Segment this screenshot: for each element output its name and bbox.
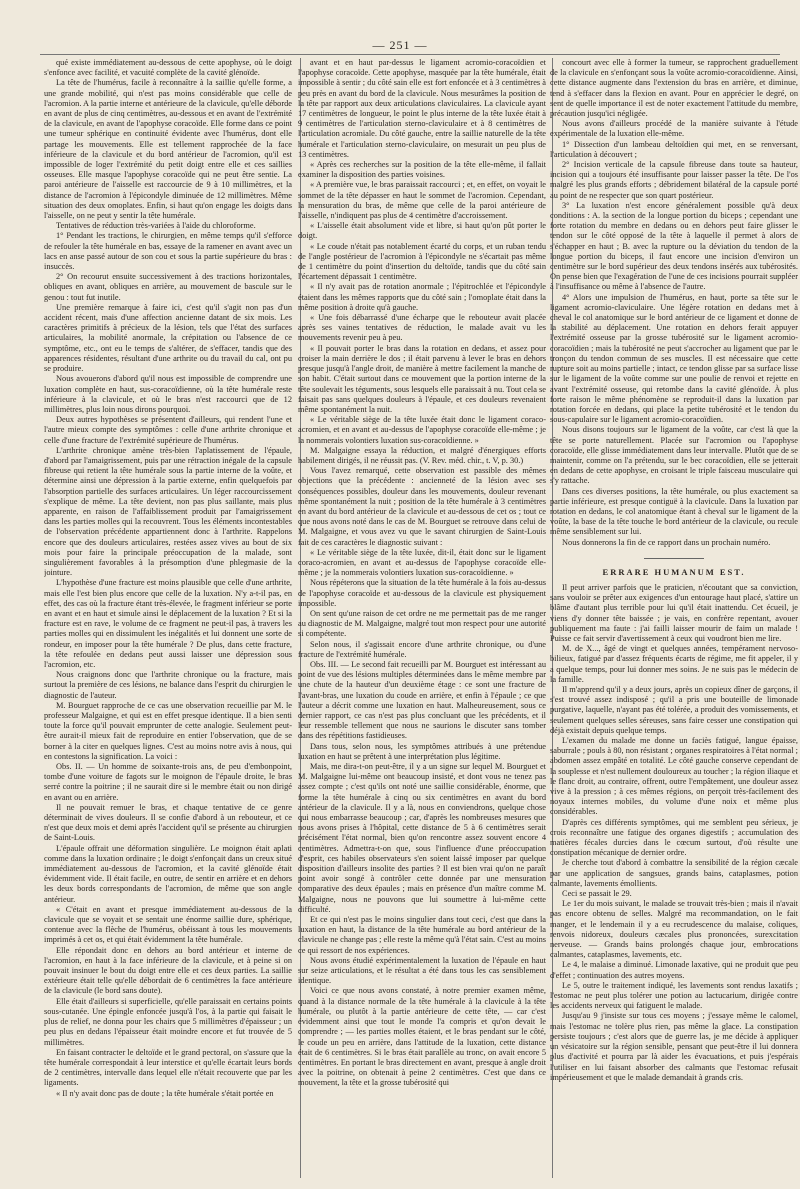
paragraph: « Le coude n'était pas notablement écarté du corps, et un ruban tendu de l'angle postérieur de l'acromion à l'épicondyle ne s'écartait pas même de 1 centimètre du point d'insertion du deltoïde, tandis que du côté sain l'écartement dépassait 1 centimètre. — [298, 241, 546, 282]
text-column-right — [550, 58, 798, 1178]
paragraph: Nous donnerons la fin de ce rapport dans un prochain numéro. — [562, 537, 771, 547]
paragraph: 1° Dissection d'un lambeau deltoïdien qui met, en se renversant, l'articulation à découvert ; — [550, 139, 798, 159]
paragraph: « Le véritable siège de la tête luxée, dit-il, était donc sur le ligament coraco-acromien, en avant et au-dessus de l'apophyse coracoïde elle-même ; je la nommerais volontiers luxation sus-coracoïdienne. » — [298, 547, 546, 578]
paragraph: qué existe immédiatement au-dessous de cette apophyse, où le doigt s'enfonce avec facilité, et vacuité complète de la cavité glénoïde. — [44, 58, 292, 78]
paragraph: M. Bourguet rapproche de ce cas une observation recueillie par M. le professeur Malgaigne, et qui est en effet presque identique. Il a bien senti toute la force qu'il pouvait emprunter de cette analogie. Seulement peut-être aurait-il mieux fait de reproduire en entier l'observation, que de se borner à la citer en quelques lignes. C'est au moins notre avis à nous, qui en contestons la signification. La voici : — [44, 700, 292, 761]
paragraph: Dans tous, selon nous, les symptômes attribués à une prétendue luxation en haut se prêtent à une interprétation plus légitime. — [298, 741, 546, 761]
paragraph: « L'aisselle était absolument vide et libre, si haut qu'on pût porter le doigt. — [298, 221, 546, 241]
paragraph: Obs. II. — Un homme de soixante-trois ans, de peu d'embonpoint, tombe d'une voiture de fagots sur le moignon de l'épaule droite, le bras serré contre la poitrine ; il ne saurait dire si le membre était ou non dirigé en avant ou en arrière. — [44, 762, 292, 802]
paragraph: Elle répondait donc en dehors au bord antérieur et interne de l'acromion, en haut à la face inférieure de la clavicule, et à peine si on pouvait insinuer le bout du doigt entre elle et ces deux parties. La saillie extérieure était telle qu'elle débordait de 6 centimètres la face antérieure de la clavicule (le bord sans doute). — [44, 945, 292, 996]
paragraph: Elle était d'ailleurs si superficielle, qu'elle paraissait en certains points sous-cutanée. Une épingle enfoncée jusqu'à l'os, à la partie qui faisait le plus de relief, ne donna pour les chairs que 5 millimètres d'épaisseur ; un peu plus en dedans l'épaisseur était moindre encore et fut trouvée de 5 millimètres. — [44, 996, 292, 1047]
paragraph: On sent qu'une raison de cet ordre ne me permettait pas de me ranger au diagnostic de M. Malgaigne, malgré tout mon respect pour une autorité si compétente. — [298, 608, 546, 639]
paragraph: « Le véritable siège de la tête luxée était donc le ligament coraco-acromien, et en avant et au-dessus de l'apophyse coracoïde elle-même ; je la nommerais volontiers luxation sus-coracoïdienne. » — [298, 415, 546, 445]
section-separator — [644, 558, 704, 559]
paragraph: Nous répéterons que la situation de la tête humérale à la fois au-dessus de l'apophyse coracoïde et au-dessous de la clavicule est physiquement impossible. — [298, 578, 546, 608]
text-column-middle — [298, 58, 546, 1178]
paragraph: Nous avons d'ailleurs procédé de la manière suivante à l'étude expérimentale de la luxation elle-même. — [550, 119, 798, 139]
paragraph: Deux autres hypothèses se présentent d'ailleurs, qui rendent l'une et l'autre mieux compte des symptômes : celle d'une arthrite chronique et celle d'une fracture de l'extrémité supérieure de l'humérus. — [44, 415, 292, 445]
paragraph: L'examen du malade me donne un faciès fatigué, langue épaisse, saburrale ; pouls à 80, non résistant ; organes respiratoires à l'état normal ; abdomen assez empâté en totalité. Le côté gauche conserve cependant de la souplesse et n'est nullement douloureux au toucher ; la région iliaque et le flanc droit, au contraire, offrent, outre l'empâtement, une douleur assez vive à la pression ; à ces mêmes régions, on perçoit très-facilement des noyaux internes mobiles, du volume d'une noix et même plus considérables. — [550, 736, 798, 817]
paragraph: concourt avec elle à former la tumeur, se rapprochent graduellement de la clavicule en s'enfonçant sous la voûte acromio-coracoïdienne. Ainsi, cette distance augmente dans l'extension du bras en arrière, et diminue, tend à s'effacer dans la flexion en avant. Pour en apprécier le degré, on sent de quelle importance il est de noter exactement l'attitude du membre, précaution jusqu'ici négligée. — [550, 58, 798, 119]
paragraph: Il m'apprend qu'il y a deux jours, après un copieux dîner de garçons, il s'est trouvé assez indisposé ; qu'il a pris une bouteille de limonade purgative, laquelle, n'ayant pas été tolérée, a produit des vomissements, et seulement quelques selles séreuses, sans faire cesser une constipation qui déjà existait depuis quelque temps. — [550, 684, 798, 735]
paragraph: Nous avouerons d'abord qu'il nous est impossible de comprendre une luxation complète en haut, sus-coracoïdienne, où la tête humérale reste inférieure à la clavicule, et où le bras n'est raccourci que de 12 millimètres, plus loin nous dirons pourquoi. — [44, 374, 292, 414]
section-title: ERRARE HUMANUM EST. — [602, 566, 746, 577]
paragraph: « Il n'y avait donc pas de doute ; la tête humérale s'était portée en — [56, 1088, 274, 1098]
paragraph: M. Malgaigne essaya la réduction, et malgré d'énergiques efforts habilement dirigés, il ne réussit pas. (V. Rev. méd. chir., t. V, p. 30.) — [298, 445, 546, 465]
paragraph: Je cherche tout d'abord à combattre la sensibilité de la région cæcale par une application de sangsues, grands bains, cataplasmes, potion calmante, lavements émollients. — [550, 858, 798, 888]
paragraph: Obs. III. — Le second fait recueilli par M. Bourguet est intéressant au point de vue des lésions multiples déterminées dans le même membre par une chute de la hauteur d'un deuxième étage : ce sont une fracture de l'avant-bras, une luxation du coude en arrière, et enfin à l'épaule ; ce que l'auteur a décrit comme une luxation en haut. Malheureusement, sous ce dernier rapport, ce cas n'est pas plus concluant que les précédents, et il leur ressemble tellement que nous ne saurions le discuter sans tomber dans des répétitions fastidieuses. — [298, 659, 546, 741]
paragraph: 2° Incision verticale de la capsule fibreuse dans toute sa hauteur, incision qui a toujours été insuffisante pour laisser passer la tête. De l'os malgré les plus grands efforts ; débridement bilatéral de la capsule porté au point de ne respecter que son quart postérieur. — [550, 160, 798, 200]
paragraph: D'après ces différents symptômes, qui me semblent peu sérieux, je crois reconnaître une fatigue des organes digestifs ; accumulation des matières fécales durcies dans le cœcum surtout, d'où résulte une constipation mécanique de dernier ordre. — [550, 817, 798, 858]
paragraph: « A première vue, le bras paraissait raccourci ; et, en effet, on voyait le sommet de la tête dépasser en haut le sommet de l'acromion. Cependant, la mensuration du bras, de même que celle de la paroi antérieure de l'aisselle, n'indiquent pas plus de 4 centimètre d'accroissement. — [298, 180, 546, 221]
paragraph: Et ce qui n'est pas le moins singulier dans tout ceci, c'est que dans la luxation en haut, la distance de la tête humérale au bord antérieur de la clavicule ne change pas ; elle reste la même qu'à l'état sain. C'est au moins ce qui ressort de nos expériences. — [298, 915, 546, 955]
paragraph: La tête de l'humérus, facile à reconnaître à la saillie qu'elle forme, a une grande mobilité, qui n'est pas moins considérable que celle de l'acromion. A la partie interne et antérieure de la clavicule, qu'elle déborde en avant de plus de cinq centimètres, au-dessous et en avant de l'extrémité de la clavicule, en avant de l'apophyse coracoïde. Elle forme dans ce point une tumeur sphérique en continuité évidente avec l'humérus, dont elle partage les mouvements. Elle est tellement rapprochée de la face inférieure de la clavicule et du bord antérieur de l'acromion, qu'il est impossible de loger l'extrémité du petit doigt entre elle et ces saillies osseuses. Elle masque l'apophyse coracoïde qui ne peut être sentie. La paroi antérieure de l'aisselle est raccourcie de 9 à 10 millimètres, et la distance de l'acromion à l'épicondyle diminuée de 12 millimètres. Même situation des deux omoplates. Enfin, si haut qu'on engage les doigts dans l'aisselle, on ne peut y sentir la tête humérale. — [44, 78, 292, 221]
paragraph: Le 5, outre le traitement indiqué, les lavements sont rendus laxatifs ; l'estomac ne peut plus tolérer une potion au lactucarium, dirigée contre les accidents nerveux qui fatiguent le malade. — [550, 980, 798, 1011]
paragraph: Ceci se passait le 29. — [562, 889, 632, 899]
paragraph: Dans ces diverses positions, la tête humérale, ou plus exactement sa partie inférieure, est presque contiguë à la clavicule. Dans la luxation par rotation en dedans, le col anatomique étant à cheval sur le ligament de la voûte, la base de la tête touche le bord antérieur de la clavicule, ou recule même sensiblement sur lui. — [550, 486, 798, 537]
paragraph: Il ne pouvait remuer le bras, et chaque tentative de ce genre déterminait de vives douleurs. Il se confie d'abord à un rebouteur, et ce n'est que deux mois et demi après l'accident qu'il se présente au chirurgien de Saint-Louis. — [44, 802, 292, 843]
page-number: — 251 — — [372, 38, 428, 52]
paragraph: avant et en haut par-dessus le ligament acromio-coracoïdien et l'apophyse coracoïde. Cette apophyse, masquée par la tête humérale, était impossible à sentir ; du côté sain elle est fort enfoncée et à 3 centimètres à peu près en avant du bord de la clavicule. Nous mesurâmes la position de la tête par rapport aux deux articulations claviculaires. La clavicule ayant 17 centimètres de longueur, le point le plus interne de la tête luxée était à 9 centimètres de l'articulation sterno-claviculaire et à 8 centimètres de l'articulation acromiale. Du côté gauche, entre la saillie naturelle de la tête humérale et l'articulation sterno-claviculaire, on mesurait un peu plus de 13 centimètres. — [298, 58, 546, 159]
paragraph: M. de X..., âgé de vingt et quelques années, tempérament nervoso-bilieux, fatigué par d'assez fréquents écarts de régime, me fit appeler, il y a quelque temps, pour lui donner mes soins. Je ne suis pas le médecin de la famille. — [550, 644, 798, 684]
paragraph: Nous avons étudié expérimentalement la luxation de l'épaule en haut sur seize articulations, et le résultat a été dans tous les cas sensiblement identique. — [298, 955, 546, 986]
paragraph: « C'était en avant et presque immédiatement au-dessous de la clavicule que se voyait et se sentait une énorme saillie dure, sphérique, contenue avec la flèche de l'humérus, obéissant à tous les mouvements imprimés à cet os, et qui était évidemment la tête humérale. — [44, 904, 292, 945]
header-rule — [40, 54, 780, 55]
paragraph: Il peut arriver parfois que le praticien, n'écoutant que sa conviction, sans vouloir se prêter aux exigences d'un entourage haut placé, s'attire un blâme d'autant plus terrible pour lui qu'il était inattendu. Cet écueil, je viens d'y donner tête baissée ; je vais, en confrère repentant, avouer publiquement ma faute : j'ai failli laisser mourir de faim un malade ! Puisse ce fait servir d'avertissement à ceux qui voudront bien me lire. — [550, 582, 798, 643]
paragraph: « Il n'y avait pas de rotation anormale ; l'épitrochlée et l'épicondyle étaient dans les mêmes rapports que du côté sain ; l'omoplate était dans la même position à droite qu'à gauche. — [298, 282, 546, 312]
paragraph: L'hypothèse d'une fracture est moins plausible que celle d'une arthrite, mais elle l'est bien plus encore que celle de la luxation. N'y a-t-il pas, en effet, des cas où la fracture étant très-élevée, le fragment inférieur se porte en avant et en haut et simule ainsi le déplacement de la luxation ? Et si la fracture est en rave, le volume de ce fragment ne peut-il pas, à travers les parties molles qui en dissimulent les inégalités et lui donnent une sorte de rondeur, en imposer pour la tête humérale ? De plus, dans cette fracture, la tête refoulée en dedans peut aussi laisser une dépression sous l'acromion, etc. — [44, 578, 292, 669]
paragraph: L'épaule offrait une déformation singulière. Le moignon était aplati comme dans la luxation ordinaire ; le doigt s'enfonçait dans un creux situé immédiatement au-dessous de l'acromion, et la cavité glénoïde était évidemment vide. Il était facile, en outre, de sentir en arrière et en dehors les deux bords correspondants de l'acromion, de même que son angle antérieur. — [44, 843, 292, 904]
paragraph: Le 4, le malaise a diminué. Limonade laxative, qui ne produit que peu d'effet ; continuation des autres moyens. — [550, 960, 798, 980]
paragraph: Nous craignons donc que l'arthrite chronique ou la fracture, mais surtout la première de ces lésions, ne balance dans l'esprit du chirurgien le diagnostic de l'auteur. — [44, 670, 292, 700]
paragraph: En faisant contracter le deltoïde et le grand pectoral, on s'assure que la tête humérale correspondait à leur interstice et qu'elle écartait leurs bords de 2 centimètres, intervalle dans lequel elle n'était recouverte que par les ligaments. — [44, 1047, 292, 1088]
paragraph: Tentatives de réduction très-variées à l'aide du chloroforme. — [56, 221, 256, 231]
paragraph: Nous disons toujours sur le ligament de la voûte, car c'est là que la tête se porte naturellement. Placée sur l'acromion ou l'apophyse coracoïde, elle glisse immédiatement dans leur intervalle. Plutôt que de se maintenir, comme on l'a prétendu, sur le bec coracoïdien, elle se jetterait en dedans de cette apophyse, en croisant le triple faisceau musculaire qui s'y rattache. — [550, 425, 798, 486]
paragraph: Voici ce que nous avons constaté, à notre premier examen même, quand à la distance normale de la tête humérale à la clavicule à la tête humérale, ou plutôt à la partie antérieure de cette tête, — car c'est évidemment ainsi que tout le monde l'a compris et qu'on devait le comprendre ; — les parties molles étaient, et le bras pendant sur le côté, le coude un peu en arrière, dans l'attitude de la luxation, cette distance était de 6 centimètres. Si le bras était parallèle au tronc, on avait encore 5 centimètres. En portant le bras directement en avant, presque à angle droit avec la poitrine, on obtenait à peine 2 centimètres. C'est que dans ce mouvement, la tête et la grosse tubérosité qui — [298, 986, 546, 1088]
paragraph: « Après ces recherches sur la position de la tête elle-même, il fallait examiner la disposition des parties voisines. — [298, 160, 546, 180]
paragraph: « Une fois débarrassé d'une écharpe que le rebouteur avait placée après ses vaines tentatives de réduction, le malade avait vu les mouvements revenir peu à peu. — [298, 313, 546, 343]
text-column-left — [44, 58, 292, 1178]
paragraph: Une première remarque à faire ici, c'est qu'il s'agit non pas d'un accident récent, mais d'une affection ancienne datant de six mois. Les caractères primitifs à précieux de la lésion, tels que l'état des surfaces articulaires, la mobilité anormale, la crépitation ou l'absence de ce symptôme, etc., ont eu le temps de s'altérer, de s'effacer, tandis que des apparences résidentes, résultant d'une arthrite ou du travail du cal, ont pu se produire. — [44, 302, 292, 374]
paragraph: Selon nous, il s'agissait encore d'une arthrite chronique, ou d'une fracture de l'extrémité humérale. — [298, 639, 546, 659]
paragraph: 1° Pendant les tractions, le chirurgien, en même temps qu'il s'efforce de refouler la tête humérale en bas, essaye de la ramener en avant avec un lacs en anse passé autour de son cou et sous la partie supérieure du bras : insuccès. — [44, 231, 292, 272]
paragraph: « Il pouvait porter le bras dans la rotation en dedans, et assez pour croiser la main derrière le dos ; il était parvenu à lever le bras en dehors presque jusqu'à l'angle droit, de manière à mettre facilement la manche de son habit. C'était surtout dans ce mouvement que la portion interne de la tête soulevait les téguments, sous lesquels elle paraissait à nu. Tout cela se faisait pas sans quelques douleurs à l'épaule, et ces douleurs revenaient même spontanément la nuit. — [298, 343, 546, 414]
paragraph: 4° Alors une impulsion de l'humérus, en haut, porte sa tête sur le ligament acromio-claviculaire. Une légère rotation en dedans met à cheval le col anatomique sur le bord antérieur de ce ligament et donne de la stabilité au déplacement. Une rotation en dehors ferait appuyer l'extrémité osseuse par la grosse tubérosité sur le ligament acromio-coracoïdien ; mais la tubérosité ne peut s'accrocher au ligament que par le tronçon du tendon commun de ses muscles. Il est nécessaire que cette rupture soit au moins partielle ; intact, ce tendon glisse par sa surface lisse sur le ligament de la voûte comme sur une poulie de renvoi et rejette en avant l'extrémité osseuse, qui retombe dans la cavité glénoïde. À plus forte raison le même phénomène se reproduit-il dans la luxation par rotation forcée en dedans, qui place la petite tubérosité et le tendon du sous-capulaire sur le ligament acromio-coracoïdien. — [550, 292, 798, 425]
paragraph: L'arthrite chronique amène très-bien l'aplatissement de l'épaule, d'abord par l'amaigrissement, puis par une rétraction inégale de la capsule fibreuse qui retient la tête humérale sous la partie interne de la voûte, et détermine ainsi une dépression à la partie externe, enfin quelquefois par l'absorption partielle des surfaces articulaires. Un léger raccourcissement s'explique de même. La tête devient, non pas plus saillante, mais plus apparente, en raison de l'affaiblissement produit par l'amaigrissement dans les parties molles qui la recouvrent. Tous les éléments incontestables de l'observation précédente appartiennent donc à l'arthrite. Rappelons encore que des douleurs articulaires, restées assez vives au bout de six mois pour faire la principale préoccupation de la malade, sont singulièrement favorables à la présomption d'une phlegmasie de la jointure. — [44, 445, 292, 578]
paragraph: Jusqu'au 9 j'insiste sur tous ces moyens ; j'essaye même le calomel, mais l'estomac ne tolère plus rien, pas même la glace. La constipation persiste toujours ; c'est alors que de guerre las, je me décide à appliquer un vésicatoire sur la région sensible, pensant que peut-être il lui donnera plus d'activité et pourra par là aider les évacuations, et puis j'espérais l'utiliser en lui faisant absorber des calmants que l'estomac refusait impérieusement et que le malade demandait à grands cris. — [550, 1011, 798, 1082]
paragraph: 2° On recourut ensuite successivement à des tractions horizontales, obliques en avant, obliques en arrière, au mouvement de bascule sur le genou : tout fut inutile. — [44, 272, 292, 302]
paragraph: Le 1er du mois suivant, le malade se trouvait très-bien ; mais il n'avait pas encore obtenu de selles. Malgré ma recommandation, on le fait manger, et le lendemain il y a eu recrudescence du malaise, coliques, renvois nidoreux, douleurs cæcales plus prononcées, surexcitation nerveuse. — Grands bains prolongés chaque jour, embrocations calmantes, cataplasmes, lavements, etc. — [550, 899, 798, 960]
paragraph: Vous l'avez remarqué, cette observation est passible des mêmes objections que la précédente : ancienneté de la lésion avec ses conséquences possibles, douleur dans les mouvements, douleur revenant même spontanément la nuit ; position de la tête humérale à 3 centimètres en avant du bord antérieur de la clavicule et au-dessous de cet os ; tout ce que nous avons noté dans le cas de M. Bourguet se retrouve dans celui de M. Malgaigne, et vous avez vu que le savant chirurgien de Saint-Louis fait de ces caractères le diagnostic suivant : — [298, 466, 546, 547]
paragraph: 3° La luxation n'est encore généralement possible qu'à deux conditions : A. la section de la longue portion du biceps ; cependant une forte rotation du membre en dedans ou en dehors peut faire glisser le tendon sur le côté opposé de la tête à laquelle il permet à alors de s'échapper en haut ; B. avec la rupture ou la déviation du tendon de la longue portion du biceps, il faut encore une incision d'environ un centimètre sur le bord supérieur des deux tendons insérés aux tubérosités. On pense bien que l'exagération de l'une de ces incisions pourrait suppléer à l'insuffisance ou même à l'absence de l'autre. — [550, 200, 798, 292]
paragraph: Mais, me dira-t-on peut-être, il y a un signe sur lequel M. Bourguet et M. Malgaigne lui-même ont beaucoup insisté, et dont vous ne tenez pas assez compte ; c'est qu'ils ont noté une saillie considérable, énorme, que forme la tête humérale à cinq ou six centimètres en avant du bord antérieur de la clavicule. Il y a là, nous en conviendrons, quelque chose qui nous embarrasse beaucoup ; car, d'après les nombreuses mesures que nous avons prises à l'hôpital, cette distance de 5 à 6 centimètres serait précisément l'état normal, bien qu'on rencontre assez souvent encore 4 centimètres. Admettra-t-on que, sous l'influence d'une préoccupation d'esprit, ces habiles observateurs s'en soient laissé imposer par quelque disposition d'ailleurs insolite des parties ? Il est bien vrai qu'on ne paraît point avoir songé à contrôler cette donnée par une mensuration comparative des deux épaules ; mais en présence d'un maître comme M. Malgaigne, nous ne pouvons que lui soumettre à lui-même cette difficulté. — [298, 762, 546, 914]
